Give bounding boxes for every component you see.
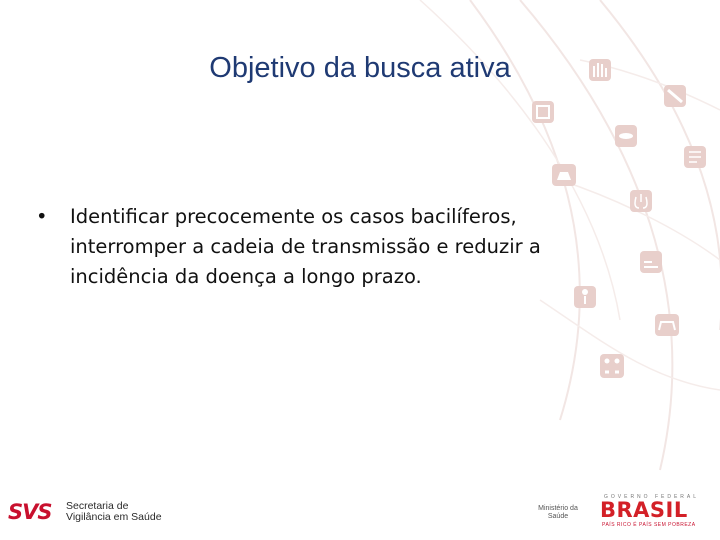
svs-name <box>66 501 162 523</box>
brasil-wordmark: BRASIL <box>600 498 688 522</box>
lungs-icon <box>630 190 652 212</box>
background-arc <box>540 300 720 390</box>
bullet-list <box>36 202 626 292</box>
ministry-logo <box>532 505 584 521</box>
medicine-icon <box>664 85 686 107</box>
bullet-item <box>36 202 626 292</box>
brasil-logo <box>598 494 716 528</box>
government-label: GOVERNO FEDERAL <box>604 494 700 500</box>
bullet-text: Identificar precocemente os casos bacilíferos, interromper a cadeia de transmissão e reduzir a incidência da doença a longo prazo. <box>70 205 541 288</box>
bed-icon <box>640 251 662 273</box>
svs-logo <box>8 498 168 528</box>
svs-line1: Secretaria de <box>66 500 129 512</box>
svs-line2: Vigilância em Saúde <box>66 511 162 523</box>
slide-title: Objetivo da busca ativa <box>209 52 511 84</box>
svs-mark: SVS <box>8 500 52 524</box>
clipboard-icon <box>532 101 554 123</box>
ministry-line1: Ministério da <box>538 505 578 512</box>
brasil-slogan: PAÍS RICO É PAÍS SEM POBREZA <box>602 522 696 528</box>
dog-icon <box>655 314 679 336</box>
people-icon <box>600 354 624 378</box>
document-icon <box>684 146 706 168</box>
mosquito-icon <box>615 125 637 147</box>
bullet-marker: • <box>36 205 48 228</box>
ministry-line2: Saúde <box>547 513 569 520</box>
telephone-icon <box>552 164 576 186</box>
